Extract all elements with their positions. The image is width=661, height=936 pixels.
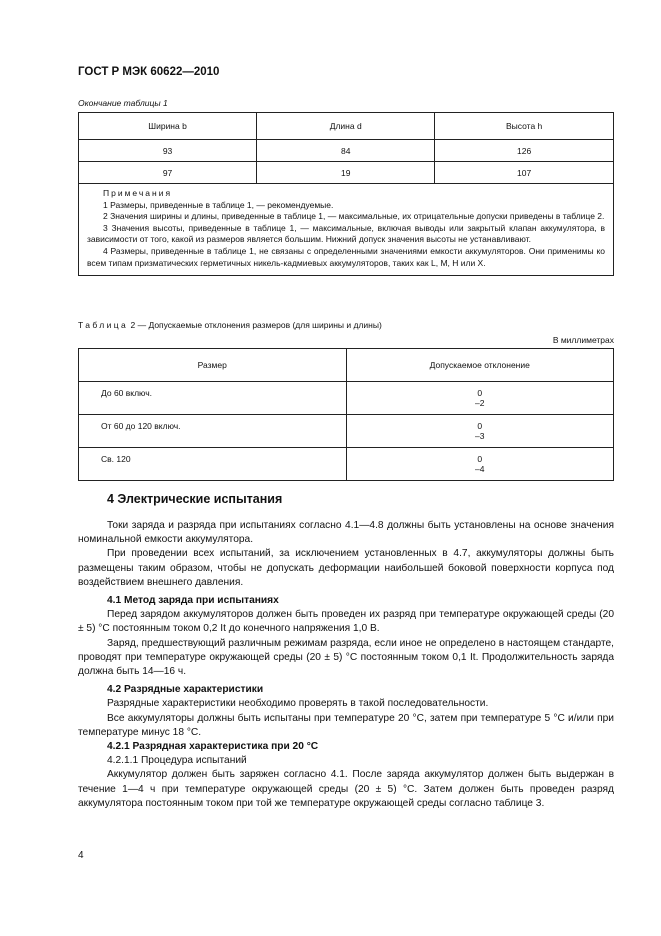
table-cell: 84: [257, 140, 435, 162]
table-header-cell: Допускаемое отклонение: [346, 349, 614, 382]
subsection-title: 4.2 Разрядные характеристики: [107, 684, 264, 696]
table-notes-row: [79, 184, 614, 276]
table-cell: До 60 включ.: [79, 382, 347, 415]
tolerance-lower: –4: [475, 464, 485, 474]
table2-unit: В миллиметрах: [552, 335, 614, 345]
section-body: [78, 519, 614, 811]
note-item: 2 Значения ширины и длины, приведенные в таблице 1, — максимальные, их отрицательные допуски приведены в таблице 2.: [103, 211, 605, 222]
tolerance-upper: 0: [477, 387, 483, 398]
tolerance-lower: –2: [475, 398, 485, 408]
table-cell: 97: [79, 162, 257, 184]
table-cell: [346, 415, 614, 448]
tolerance-lower: –3: [475, 431, 485, 441]
table-row: [79, 448, 614, 481]
table1: [78, 112, 614, 276]
table-header-cell: Длина d: [257, 113, 435, 140]
paragraph: Все аккумуляторы должны быть испытаны при температуре 20 °С, затем при температуре 5 °С и/или при температуре минус 18 °С.: [78, 712, 614, 738]
tolerance-upper: 0: [477, 420, 483, 431]
paragraph: Перед зарядом аккумуляторов должен быть проведен их разряд при температуре окружающей среды (20 ± 5) °С постоянным током 0,2 It до конечного напряжения 1,0 В.: [78, 609, 614, 635]
table-cell: 93: [79, 140, 257, 162]
subsection-title: 4.2.1 Разрядная характеристика при 20 °С: [107, 741, 319, 753]
table-cell: Св. 120: [79, 448, 347, 481]
table-row: [79, 382, 614, 415]
note-item: 3 Значения высоты, приведенные в таблице 1, — максимальные, включая выводы или закрытый клапан аккумулятора, в зависимости от того, какой из размеров является большим. Нижний допуск значения высоты не устанавливают.: [87, 222, 605, 245]
paragraph: При проведении всех испытаний, за исключением установленных в 4.7, аккумуляторы должны быть размещены таким образом, чтобы не допускать деформации наибольшей боковой поверхности корпуса под воздействием внешнего давления.: [78, 548, 614, 588]
section-title: 4 Электрические испытания: [107, 492, 283, 506]
table-cell: От 60 до 120 включ.: [79, 415, 347, 448]
table-cell: [346, 382, 614, 415]
table2-caption: [78, 320, 382, 330]
table-row: [79, 140, 614, 162]
table-header-cell: Размер: [79, 349, 347, 382]
table-cell: 126: [435, 140, 614, 162]
table-header-cell: Ширина b: [79, 113, 257, 140]
table-header-row: [79, 113, 614, 140]
paragraph: Заряд, предшествующий различным режимам разряда, если иное не определено в настоящем стандарте, проводят при температуре окружающей среды (20 ± 5) °С постоянным током 0,1 It. Продолжительность заряда должна быть 14—16 ч.: [78, 637, 614, 678]
table-cell: [346, 448, 614, 481]
table-cell: 107: [435, 162, 614, 184]
document-header: ГОСТ Р МЭК 60622—2010: [78, 66, 220, 78]
table2-caption-word: Таблица: [78, 320, 129, 330]
table-header-row: [79, 349, 614, 382]
table1-caption: Окончание таблицы 1: [78, 98, 168, 108]
table-notes: [79, 184, 614, 276]
note-item: 4 Размеры, приведенные в таблице 1, не связаны с определенными значениями емкости аккумуляторов. Они применимы ко всем типам призматических герметичных никель-кадмиевых аккумуляторов, таких как L, M, H или X.: [87, 245, 605, 268]
table-row: [79, 415, 614, 448]
table2-caption-text: 2 — Допускаемые отклонения размеров (для ширины и длины): [130, 320, 382, 330]
paragraph: Токи заряда и разряда при испытаниях согласно 4.1—4.8 должны быть установлены на основе значения номинальной емкости аккумулятора.: [78, 520, 614, 546]
page-number: 4: [78, 850, 84, 861]
paragraph: Разрядные характеристики необходимо проверять в такой последовательности.: [107, 698, 489, 710]
table-header-cell: Высота h: [435, 113, 614, 140]
notes-title: Примечания: [103, 188, 173, 198]
table2: [78, 348, 614, 481]
clause-title: 4.2.1.1 Процедура испытаний: [107, 755, 247, 767]
tolerance-upper: 0: [477, 453, 483, 464]
paragraph: Аккумулятор должен быть заряжен согласно 4.1. После заряда аккумулятор должен быть выдержан в течение 1—4 ч при температуре окружающей среды (20 ± 5) °С. Затем должен быть проведен разряд аккумулятора постоянным током при той же температуре окружающей среды согласно таблице 3.: [78, 769, 614, 809]
table-row: [79, 162, 614, 184]
note-item: 1 Размеры, приведенные в таблице 1, — рекомендуемые.: [103, 199, 334, 210]
table-cell: 19: [257, 162, 435, 184]
subsection-title: 4.1 Метод заряда при испытаниях: [107, 595, 279, 607]
